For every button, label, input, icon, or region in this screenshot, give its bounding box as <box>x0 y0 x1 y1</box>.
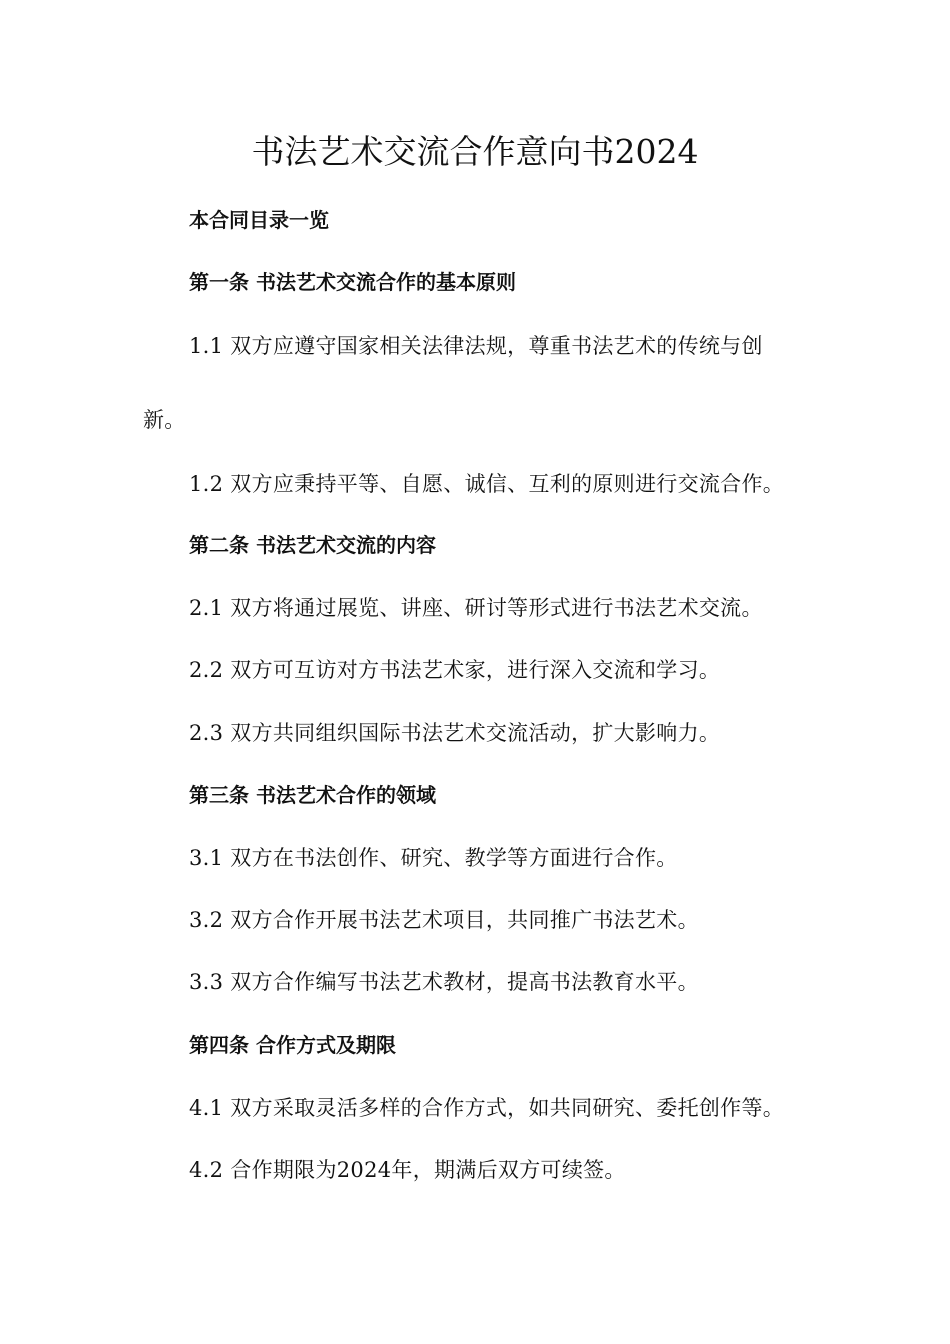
clause-1-1: 1.1 双方应遵守国家相关法律法规，尊重书法艺术的传统与创 <box>189 334 763 358</box>
clause-3-3: 3.3 双方合作编写书法艺术教材，提高书法教育水平。 <box>189 970 699 994</box>
clause-1-1-continuation: 新。 <box>143 408 186 432</box>
document-title: 书法艺术交流合作意向书2024 <box>251 132 699 171</box>
clause-4-1: 4.1 双方采取灵活多样的合作方式，如共同研究、委托创作等。 <box>189 1096 785 1120</box>
clause-1-2: 1.2 双方应秉持平等、自愿、诚信、互利的原则进行交流合作。 <box>189 472 785 496</box>
toc-label: 本合同目录一览 <box>189 208 329 232</box>
article-3-heading: 第三条 书法艺术合作的领域 <box>189 783 436 807</box>
clause-2-3: 2.3 双方共同组织国际书法艺术交流活动，扩大影响力。 <box>189 721 721 745</box>
clause-3-2: 3.2 双方合作开展书法艺术项目，共同推广书法艺术。 <box>189 908 699 932</box>
clause-4-2: 4.2 合作期限为2024年，期满后双方可续签。 <box>189 1158 626 1182</box>
article-2-heading: 第二条 书法艺术交流的内容 <box>189 533 436 557</box>
clause-3-1: 3.1 双方在书法创作、研究、教学等方面进行合作。 <box>189 846 678 870</box>
article-4-heading: 第四条 合作方式及期限 <box>189 1033 396 1057</box>
article-1-heading: 第一条 书法艺术交流合作的基本原则 <box>189 270 516 294</box>
clause-2-2: 2.2 双方可互访对方书法艺术家，进行深入交流和学习。 <box>189 658 721 682</box>
clause-2-1: 2.1 双方将通过展览、讲座、研讨等形式进行书法艺术交流。 <box>189 596 763 620</box>
